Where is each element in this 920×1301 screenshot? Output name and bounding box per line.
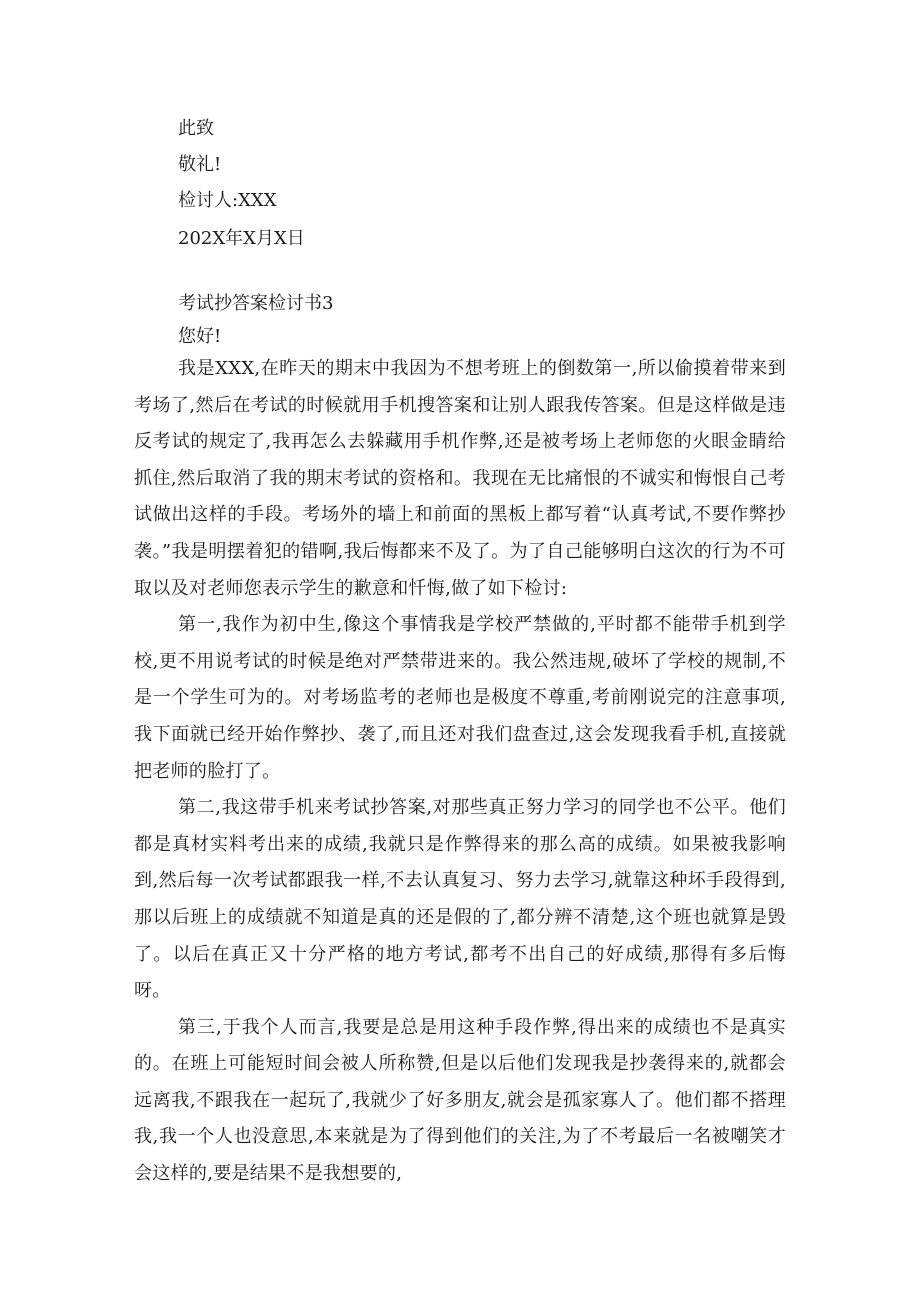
body-paragraph-2: 第一,我作为初中生,像这个事情我是学校严禁做的,平时都不能带手机到学校,更不用说考试的时候是绝对严禁带进来的。我公然违规,破坏了学校的规制,不是一个学生可为的。对考场监考的老师也是极度不尊重,考前刚说完的注意事项,我下面就已经开始作弊抄、袭了,而且还对我们盘查过,这会发现我看手机,直接就把老师的脸打了。: [134, 614, 786, 782]
letter-title: 考试抄答案检讨书3: [178, 293, 334, 314]
letter-body: [134, 351, 786, 1193]
letter-greeting: 您好!: [178, 326, 222, 347]
closing-salutation-1: 此致: [178, 118, 214, 139]
closing-salutation-2: 敬礼!: [178, 154, 222, 175]
body-paragraph-3: 第二,我这带手机来考试抄答案,对那些真正努力学习的同学也不公平。他们都是真材实料考出来的成绩,我就只是作弊得来的那么高的成绩。如果被我影响到,然后每一次考试都跟我一样,不去认真复习、努力去学习,就靠这种坏手段得到,那以后班上的成绩就不知道是真的还是假的了,都分辨不清楚,这个班也就算是毁了。以后在真正又十分严格的地方考试,都考不出自己的好成绩,那得有多后悔呀。: [134, 797, 786, 1002]
signer-line: 检讨人:XXX: [178, 190, 277, 211]
date-line: 202X年X月X日: [178, 228, 305, 249]
body-paragraph-1: 我是XXX,在昨天的期末中我因为不想考班上的倒数第一,所以偷摸着带来到考场了,然后在考试的时候就用手机搜答案和让别人跟我传答案。但是这样做是违反考试的规定了,我再怎么去躲藏用手机作弊,还是被考场上老师您的火眼金睛给抓住,然后取消了我的期末考试的资格和。我现在无比痛恨的不诚实和悔恨自己考试做出这样的手段。考场外的墙上和前面的黑板上都写着“认真考试,不要作弊抄袭。”我是明摆着犯的错啊,我后悔都来不及了。为了自己能够明白这次的行为不可取以及对老师您表示学生的歉意和忏悔,做了如下检讨:: [134, 358, 786, 599]
body-paragraph-4: 第三,于我个人而言,我要是总是用这种手段作弊,得出来的成绩也不是真实的。在班上可能短时间会被人所称赞,但是以后他们发现我是抄袭得来的,就都会远离我,不跟我在一起玩了,我就少了好多朋友,就会是孤家寡人了。他们都不搭理我,我一个人也没意思,本来就是为了得到他们的关注,为了不考最后一名被嘲笑才会这样的,要是结果不是我想要的,: [134, 1016, 786, 1185]
